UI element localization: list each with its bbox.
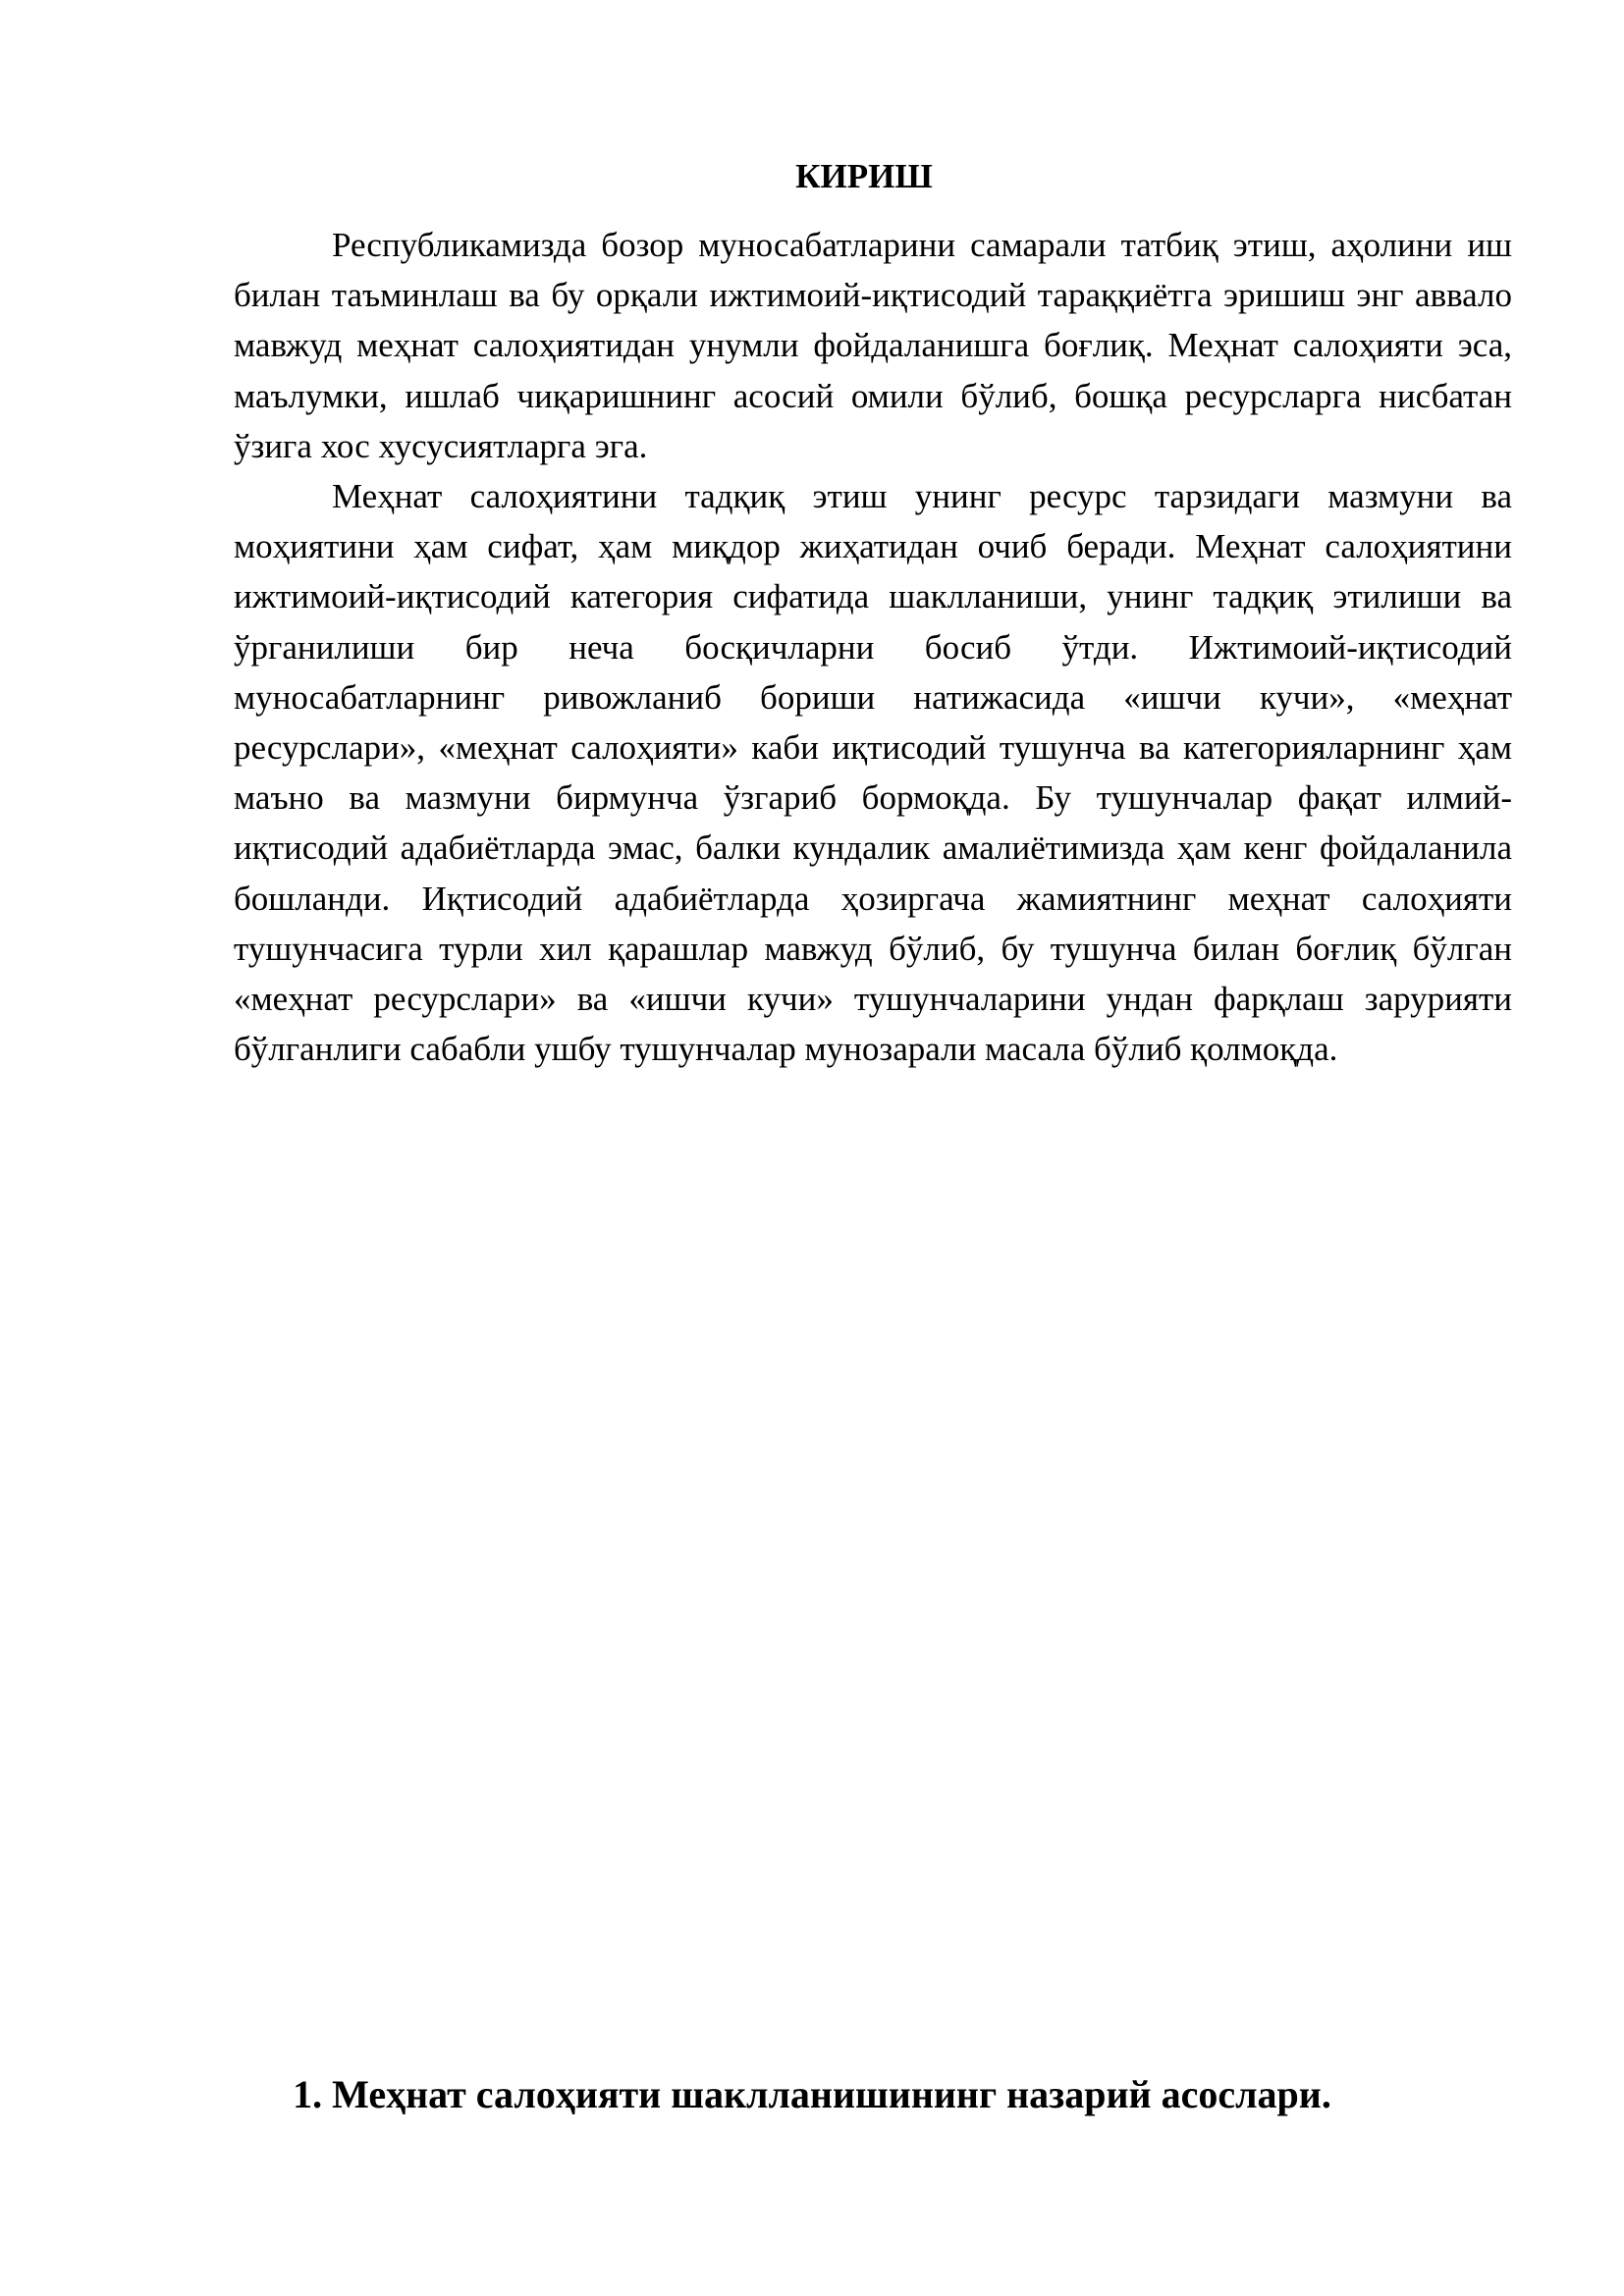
- intro-paragraph-2: Меҳнат салоҳиятини тадқиқ этиш унинг ресурс тарзидаги мазмуни ва моҳиятини ҳам сифат, ҳам миқдор жиҳатидан очиб беради. Меҳнат салоҳиятини ижтимоий-иқтисодий категория сифатида шаклланиши, унинг тадқиқ этилиши ва ўрганилиши бир неча босқичларни босиб ўтди. Ижтимоий-иқтисодий муносабатларнинг ривожланиб бориши натижасида «ишчи кучи», «меҳнат ресурслари», «меҳнат салоҳияти» каби иқтисодий тушунча ва категорияларнинг ҳам маъно ва мазмуни бирмунча ўзгариб бормоқда. Бу тушунчалар фақат илмий-иқтисодий адабиётларда эмас, балки кундалик амалиётимизда ҳам кенг фойдаланила бошланди. Иқтисодий адабиётларда ҳозиргача жамиятнинг меҳнат салоҳияти тушунчасига турли хил қарашлар мавжуд бўлиб, бу тушунча билан боғлиқ бўлган «меҳнат ресурслари» ва «ишчи кучи» тушунчаларини ундан фарқлаш зарурияти бўлганлиги сабабли ушбу тушунчалар мунозарали масала бўлиб қолмоқда.: [234, 477, 1512, 1069]
- intro-body: [234, 220, 1512, 1074]
- section-heading: 1. Меҳнат салоҳияти шаклланишининг назарий асослари.: [293, 2072, 1331, 2116]
- intro-paragraph-1: Республикамизда бозор муносабатларини самарали татбиқ этиш, аҳолини иш билан таъминлаш ва бу орқали ижтимоий-иқтисодий тараққиётга эришиш энг аввало мавжуд меҳнат салоҳиятидан унумли фойдаланишга боғлиқ. Меҳнат салоҳияти эса, маълумки, ишлаб чиқаришнинг асосий омили бўлиб, бошқа ресурсларга нисбатан ўзига хос хусусиятларга эга.: [234, 226, 1512, 465]
- intro-title: КИРИШ: [795, 157, 933, 195]
